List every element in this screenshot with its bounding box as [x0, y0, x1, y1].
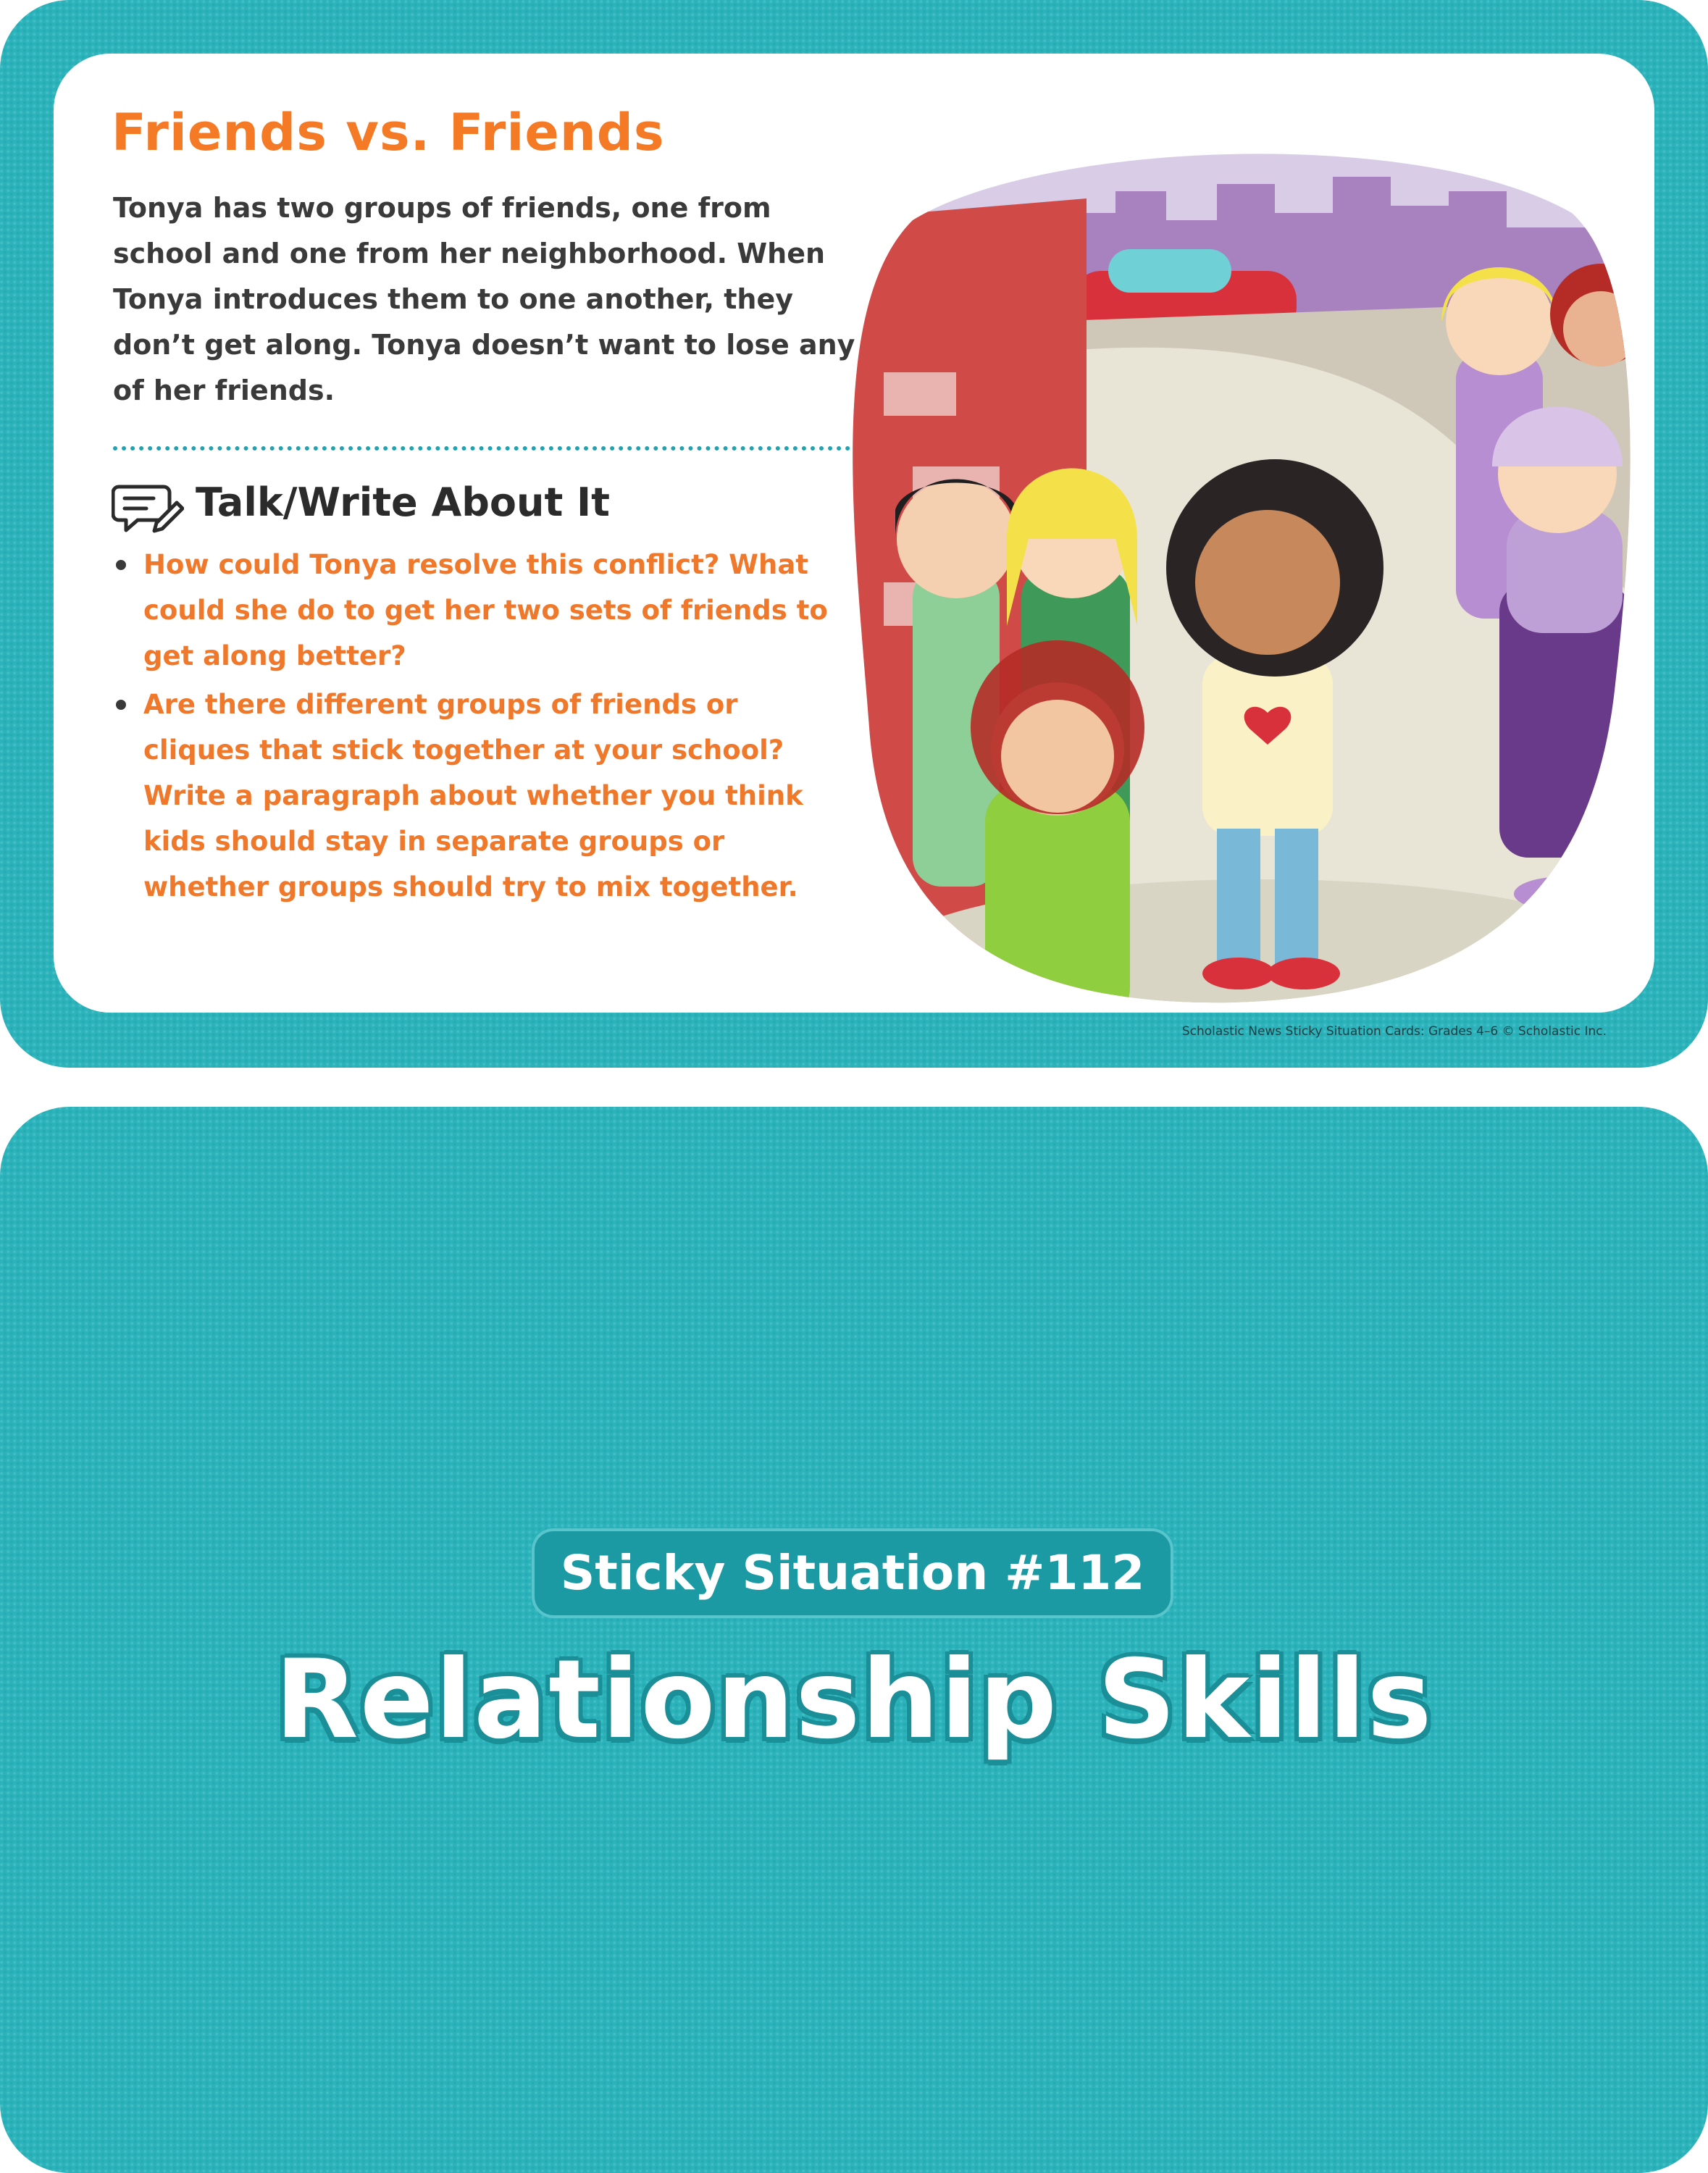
category-title: Relationship Skills [275, 1637, 1433, 1763]
scene-illustration [826, 133, 1644, 1010]
bullet [116, 560, 126, 570]
question-list [113, 542, 852, 910]
situation-badge [532, 1528, 1173, 1618]
question-item [113, 682, 852, 910]
question-item [113, 542, 852, 679]
dotted-divider [113, 446, 859, 451]
bullet [116, 700, 126, 710]
question-text: How could Tonya resolve this conflict? What could she do to get her two sets of friends to get along better? [143, 549, 828, 671]
copyright-credit: Scholastic News Sticky Situation Cards: Grades 4–6 © Scholastic Inc. [1181, 1024, 1607, 1039]
speech-bubble-pencil-icon [112, 481, 184, 537]
section-heading: Talk/Write About It [196, 480, 610, 525]
card-title: Friends vs. Friends [112, 103, 665, 162]
question-text: Are there different groups of friends or cliques that stick together at your school? Write a paragraph about whether you think kids should stay in separate groups or whether groups should try to mix together. [143, 689, 803, 903]
scenario-text: Tonya has two groups of friends, one from school and one from her neighborhood. When Tonya introduces them to one another, they don’t get along. Tonya doesn’t want to lose any of her friends. [113, 192, 855, 406]
situation-number: Sticky Situation #112 [560, 1545, 1145, 1601]
content-panel [54, 54, 1654, 1013]
card-front [0, 0, 1708, 1068]
